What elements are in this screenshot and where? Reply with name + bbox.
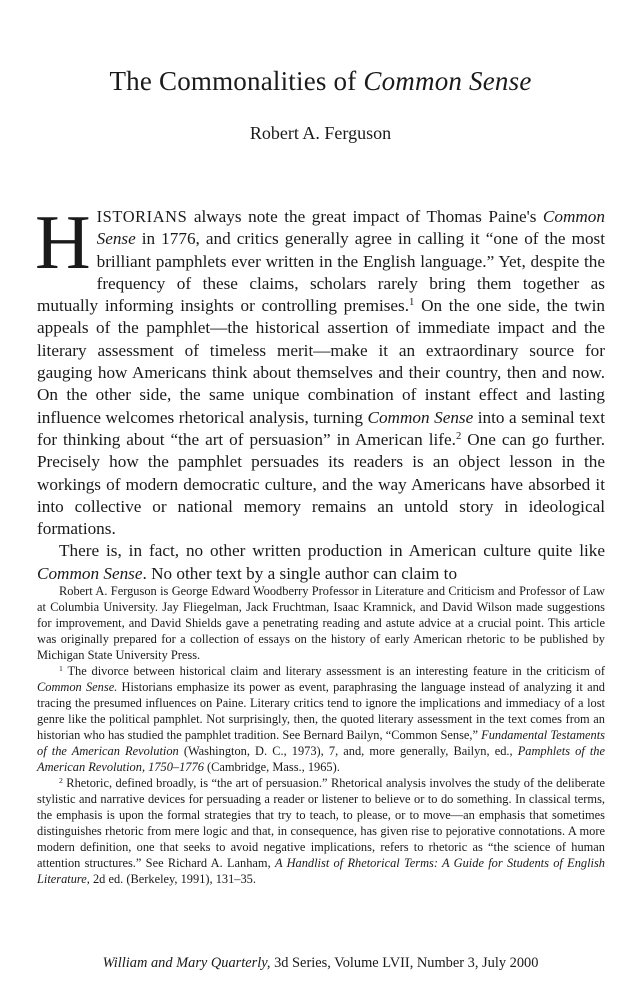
- footnote-number: 2: [59, 775, 63, 785]
- paragraph-2: [37, 540, 605, 585]
- footnote-number: 1: [59, 663, 63, 673]
- author-note: Robert A. Ferguson is George Edward Woodberry Professor in Literature and Criticism and Professor of Law at Columbia University. Jay Fliegelman, Jack Fruchtman, Isaac Kramnick, and David Wilson made suggestions for improvement, and David Shields gave a penetrating reading and astute advice at a crucial point. This article was originally prepared for a collection of essays on the history of early American rhetoric to be published by Michigan State University Press.: [37, 584, 605, 662]
- italic-run: Pamphlets of the American Revolution, 1750–1776: [37, 744, 606, 774]
- footnotes: [37, 583, 605, 887]
- footnote-2: [37, 775, 605, 887]
- footnote-ref[interactable]: 1: [409, 297, 415, 309]
- text-run: One can go further. Precisely how the pamphlet persuades its readers is an object lesson in the workings of modern democratic culture, and the way Americans have absorbed it into collective or national memory remains an untold story in ideological formations.: [37, 429, 605, 539]
- text-run: in 1776, and critics generally agree in calling it “one of the most brilliant pamphlets ever written in the English language.” Yet, despite the frequency of these claims, scholars rarely bring them together as mutually informing insights or controlling premises.: [37, 229, 605, 316]
- text-run: Rhetoric, defined broadly, is “the art of persuasion.” Rhetorical analysis involves the study of the deliberate stylistic and narrative devices for persuading a reader or listener to believe or to do something. In classical terms, the emphasis is upon the formal strategies that try to teach, to please, or to move—an emphasis that sometimes distinguishes rhetoric from mere logic and that, in consequence, has given rise to pejorative connotations. A more modern definition, one that seeks to avoid negative implications, refers to rhetoric as “the science of human attention structures.” See Richard A. Lanham,: [37, 776, 605, 870]
- lead-in: ISTORIANS: [96, 207, 188, 226]
- journal-name: William and Mary Quarterly,: [102, 955, 271, 971]
- text-run: (Washington, D. C., 1973), 7, and, more generally, Bailyn, ed.,: [178, 744, 518, 758]
- text-run: . No other text by a single author can claim to: [142, 563, 458, 583]
- text-run: There is, in fact, no other written production in American culture quite like: [59, 541, 605, 561]
- title-italic: Common Sense: [363, 66, 532, 96]
- drop-cap: H: [35, 199, 91, 285]
- text-run: always note the great impact of Thomas Paine's: [187, 207, 543, 226]
- italic-run: Common Sense: [96, 207, 605, 249]
- title-text: The Commonalities of: [109, 66, 364, 96]
- text-run: The divorce between historical claim and literary assessment is an interesting feature in the criticism of: [62, 664, 605, 678]
- paragraph-1: [35, 199, 605, 540]
- text-run: (Cambridge, Mass., 1965).: [203, 760, 340, 774]
- italic-run: Fundamental Testaments of the American Revolution: [37, 728, 605, 758]
- text-run: Historians emphasize its power as event, paraphrasing the language instead of analyzing it and tracing the presumed influences on Paine. Literary critics tend to ignore the implications and immediacy of a lost genre like the political pamphlet. Not surprisingly, then, the quoted literary assessment in the text comes from an historian who has studied the pamphlet tradition. See Bernard Bailyn, “Common Sense,”: [37, 680, 605, 742]
- italic-run: Common Sense: [367, 407, 474, 427]
- footnote-ref[interactable]: 2: [455, 431, 462, 443]
- article-title: [0, 66, 641, 97]
- italic-run: Common Sense: [37, 563, 143, 583]
- author-name: Robert A. Ferguson: [249, 123, 392, 143]
- text-run: On the one side, the twin appeals of the pamphlet—the historical assertion of immediate impact and the literary assessment of timeless merit—make it an extraordinary source for gauging how Americans think about themselves and their country, then and now. On the other side, the same unique combination of instant effect and lasting influence welcomes rhetorical analysis, turning: [37, 296, 605, 427]
- journal-citation: [0, 955, 641, 972]
- journal-details: 3d Series, Volume LVII, Number 3, July 2000: [270, 955, 539, 971]
- body-text: [35, 199, 605, 585]
- italic-run: A Handlist of Rhetorical Terms: A Guide for Students of English Literature,: [37, 856, 605, 886]
- text-run: into a seminal text for thinking about “the art of persuasion” in American life.: [37, 407, 605, 449]
- italic-run: Common Sense.: [37, 680, 118, 694]
- footnote-1: [37, 663, 605, 775]
- text-run: 2d ed. (Berkeley, 1991), 131–35.: [89, 872, 256, 886]
